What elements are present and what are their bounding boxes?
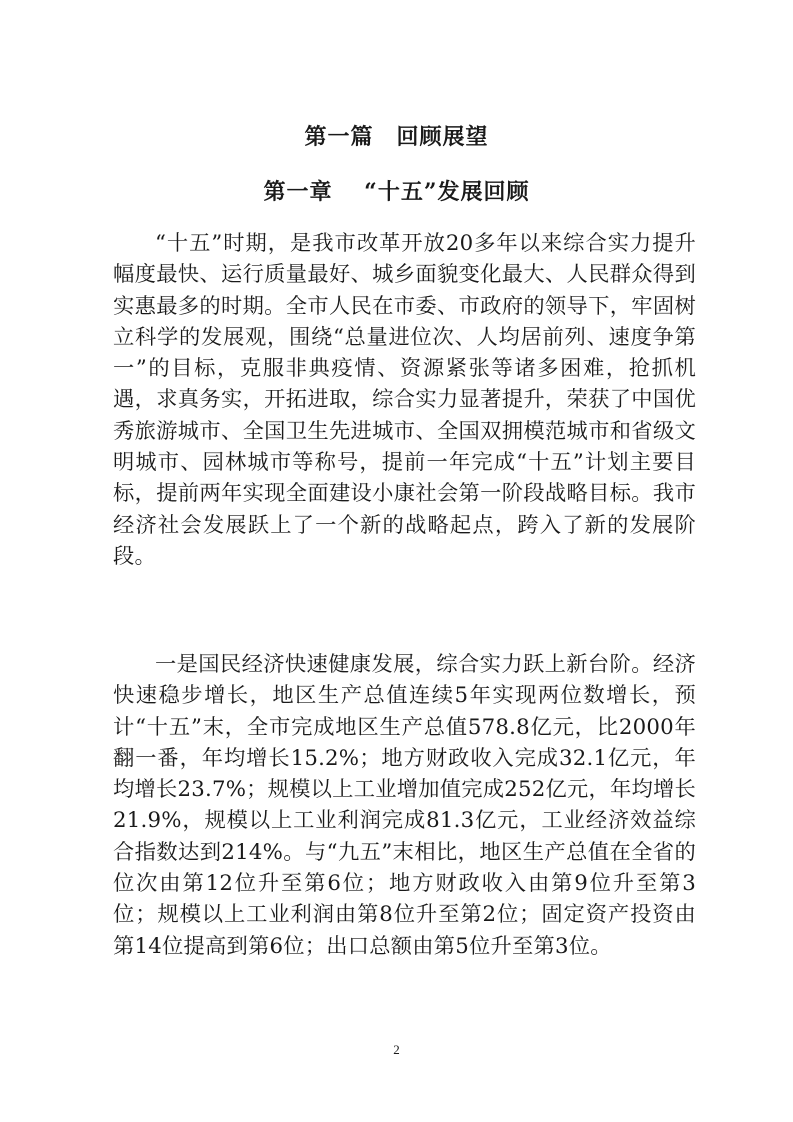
page-number: 2 — [393, 1042, 400, 1057]
body-paragraph-economy — [113, 649, 696, 962]
paragraph-text: “十五”时期，是我市改革开放20多年以来综合实力提升幅度最快、运行质量最好、城乡面貌变化最大、人民群众得到实惠最多的时期。全市人民在市委、市政府的领导下，牢固树立科学的发展观，围绕“总量进位次、人均居前列、速度争第一”的目标，克服非典疫情、资源紧张等诸多困难，抢抓机遇，求真务实，开拓进取，综合实力显著提升，荣获了中国优秀旅游城市、全国卫生先进城市、全国双拥模范城市和省级文明城市、园林城市等称号，提前一年完成“十五”计划主要目标，提前两年实现全面建设小康社会第一阶段战略目标。我市经济社会发展跃上了一个新的战略起点，跨入了新的发展阶段。 — [113, 231, 696, 569]
body-paragraph-overview — [113, 228, 696, 572]
part-title: 第一篇 回顾展望 — [304, 124, 489, 150]
paragraph-text: 一是国民经济快速健康发展，综合实力跃上新台阶。经济快速稳步增长，地区生产总值连续5年实现两位数增长，预计“十五”末，全市完成地区生产总值578.8亿元，比2000年翻一番，年均增长15.2%；地方财政收入完成32.1亿元，年均增长23.7%；规模以上工业增加值完成252亿元，年均增长21.9%，规模以上工业利润完成81.3亿元，工业经济效益综合指数达到214%。与“九五”末相比，地区生产总值在全省的位次由第12位升至第6位；地方财政收入由第9位升至第3位；规模以上工业利润由第8位升至第2位；固定资产投资由第14位提高到第6位；出口总额由第5位升至第3位。 — [113, 652, 696, 959]
chapter-title: 第一章 “十五”发展回顾 — [263, 179, 530, 205]
